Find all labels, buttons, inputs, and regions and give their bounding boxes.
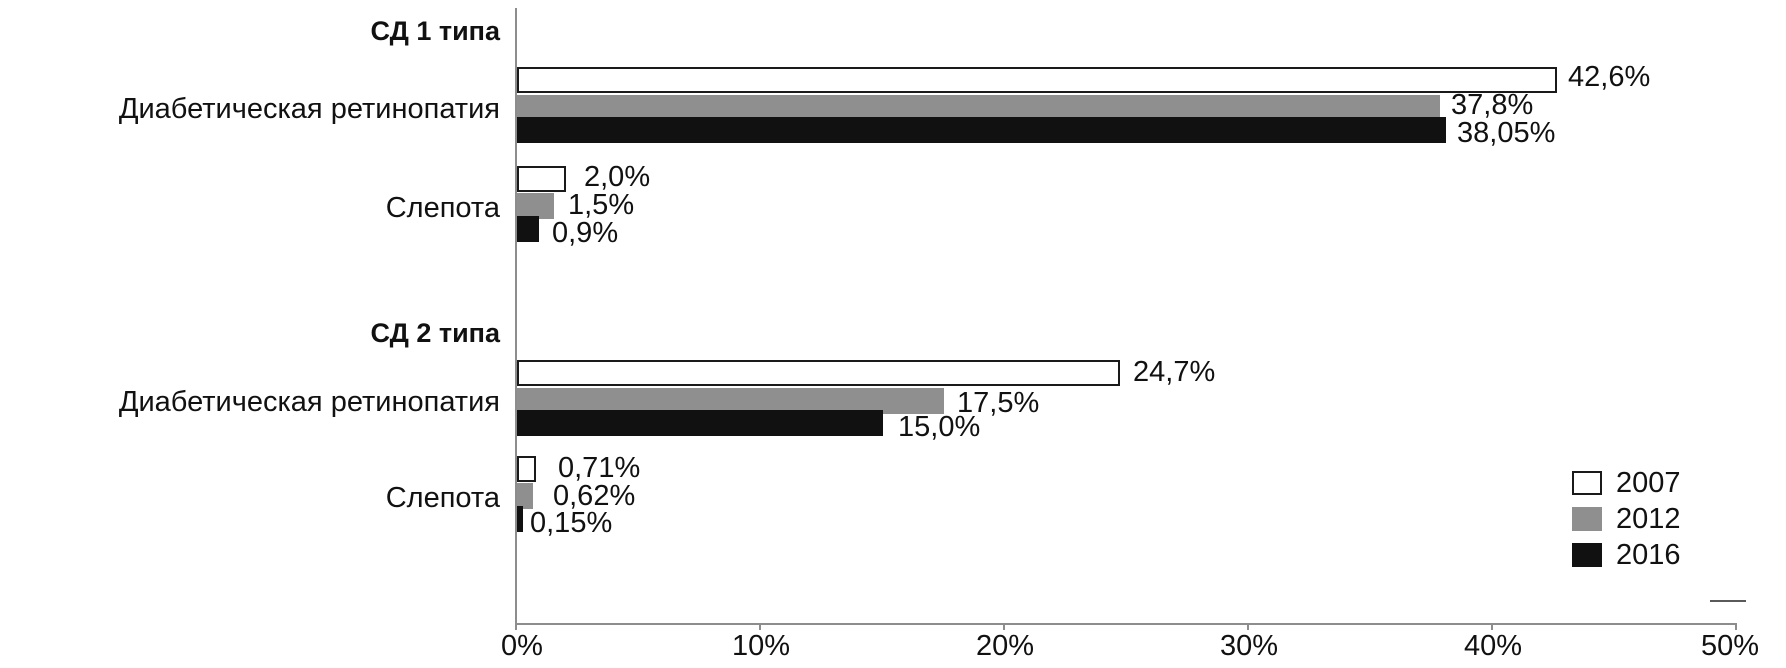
x-tick-label-20: 20% bbox=[975, 630, 1035, 662]
bar-value-type1-blindness-2016: 0,9% bbox=[552, 217, 619, 249]
bar-type1-retinopathy-2016 bbox=[517, 117, 1446, 143]
bar-value-type2-retinopathy-2016: 15,0% bbox=[898, 411, 981, 443]
legend-item-2007 bbox=[1572, 465, 1681, 501]
x-tick-10 bbox=[759, 623, 761, 630]
x-tick-label-30: 30% bbox=[1219, 630, 1279, 662]
x-tick-label-10: 10% bbox=[731, 630, 791, 662]
x-tick-0 bbox=[515, 623, 517, 630]
x-tick-label-0: 0% bbox=[501, 630, 543, 662]
legend-item-2012 bbox=[1572, 501, 1681, 537]
legend-label-2016: 2016 bbox=[1616, 538, 1681, 571]
x-tick-label-40: 40% bbox=[1463, 630, 1523, 662]
legend-item-2016 bbox=[1572, 537, 1681, 573]
bar-value-type1-retinopathy-2012: 37,8% bbox=[1451, 89, 1534, 121]
legend-label-2012: 2012 bbox=[1616, 502, 1681, 535]
bar-value-type1-retinopathy-2007: 42,6% bbox=[1568, 61, 1651, 93]
bar-type1-blindness-2007 bbox=[517, 166, 566, 192]
x-tick-50 bbox=[1735, 623, 1737, 630]
bar-type2-blindness-2016 bbox=[517, 506, 523, 532]
bar-type2-retinopathy-2016 bbox=[517, 410, 883, 436]
x-axis-line bbox=[515, 623, 1736, 625]
category-label-blindness-type1: Слепота bbox=[385, 192, 500, 224]
legend-swatch-2012 bbox=[1572, 507, 1602, 531]
bar-value-type2-blindness-2007: 0,71% bbox=[558, 452, 641, 484]
bar-value-type1-blindness-2012: 1,5% bbox=[568, 189, 635, 221]
x-tick-label-50: 50% bbox=[1700, 630, 1760, 662]
group-header-type1: СД 1 типа bbox=[370, 16, 500, 46]
legend-swatch-2007 bbox=[1572, 471, 1602, 495]
bar-value-type2-blindness-2016: 0,15% bbox=[530, 507, 613, 539]
legend-label-2007: 2007 bbox=[1616, 466, 1681, 499]
bar-type1-retinopathy-2007 bbox=[517, 67, 1557, 93]
axis-end-mark bbox=[1710, 600, 1746, 602]
category-label-retinopathy-type2: Диабетическая ретинопатия bbox=[118, 386, 500, 418]
bar-type2-retinopathy-2007 bbox=[517, 360, 1120, 386]
chart-legend bbox=[1572, 465, 1681, 573]
bar-value-type2-blindness-2012: 0,62% bbox=[553, 480, 636, 512]
x-tick-40 bbox=[1491, 623, 1493, 630]
group-header-type2: СД 2 типа bbox=[370, 318, 500, 348]
x-tick-30 bbox=[1247, 623, 1249, 630]
bar-value-type1-blindness-2007: 2,0% bbox=[584, 161, 651, 193]
bar-value-type2-retinopathy-2007: 24,7% bbox=[1133, 356, 1216, 388]
bar-type1-blindness-2016 bbox=[517, 216, 539, 242]
bar-type2-blindness-2007 bbox=[517, 456, 536, 482]
category-label-blindness-type2: Слепота bbox=[385, 482, 500, 514]
legend-swatch-2016 bbox=[1572, 543, 1602, 567]
bar-value-type2-retinopathy-2012: 17,5% bbox=[957, 387, 1040, 419]
category-label-retinopathy-type1: Диабетическая ретинопатия bbox=[118, 93, 500, 125]
bar-value-type1-retinopathy-2016: 38,05% bbox=[1457, 117, 1556, 149]
x-tick-20 bbox=[1003, 623, 1005, 630]
